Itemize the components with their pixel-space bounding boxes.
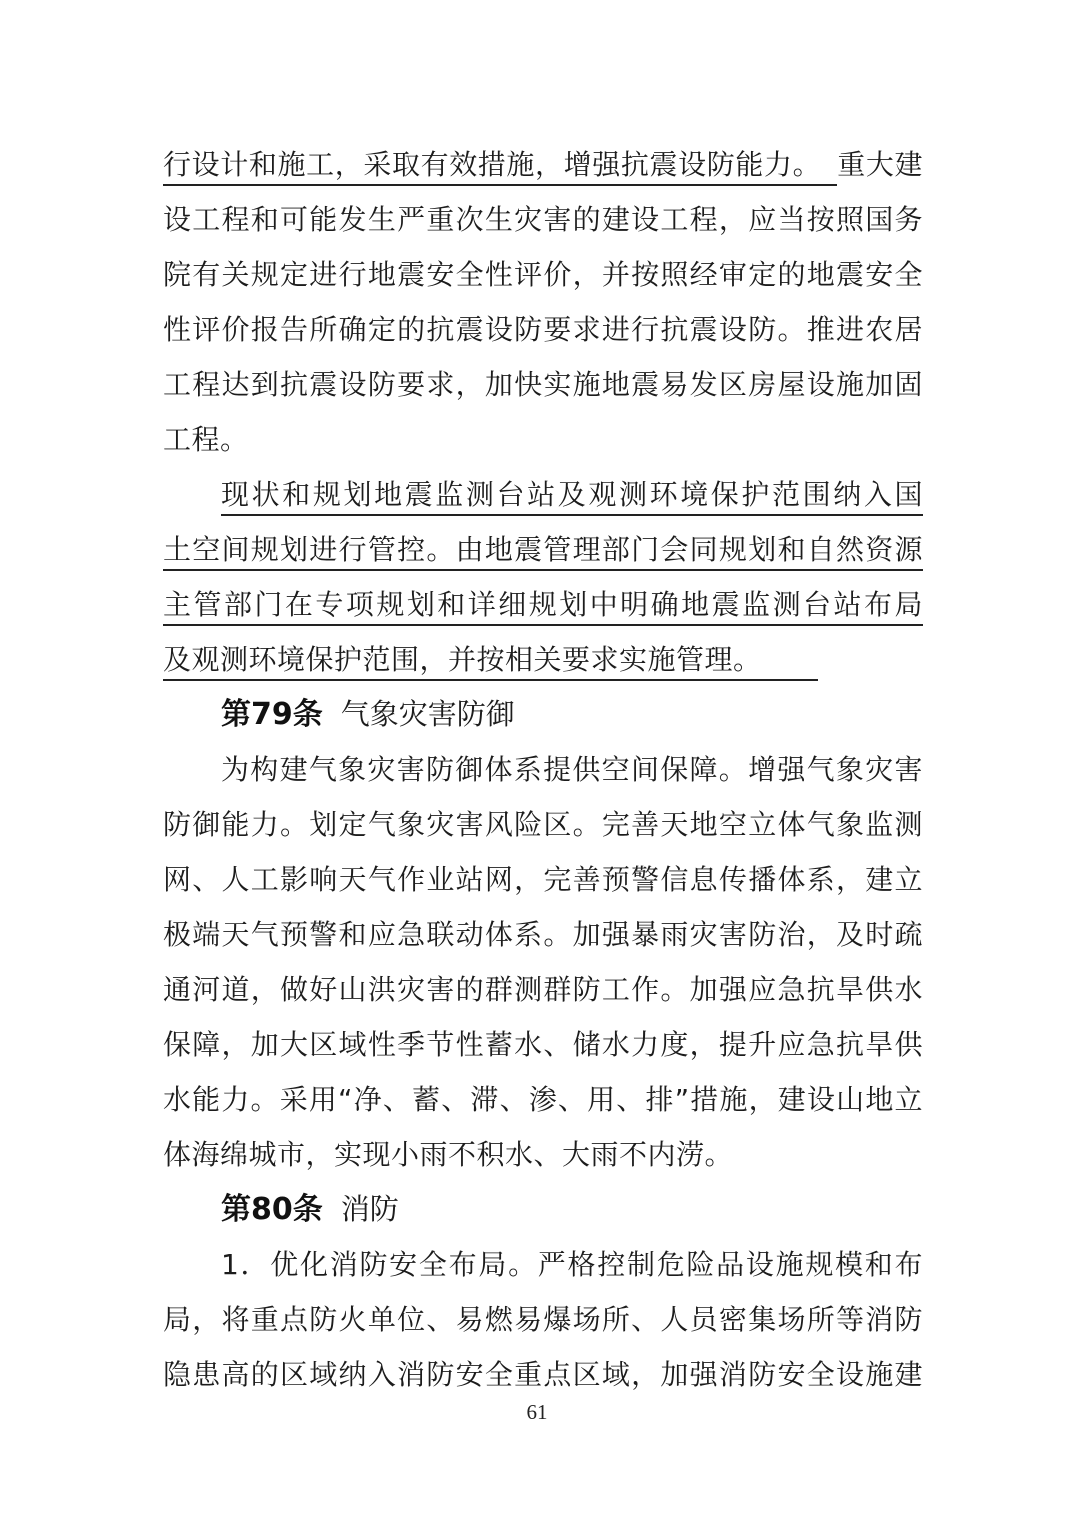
underlined-text: 主管部门在专项规划和详细规划中明确地震监测台站布局: [163, 588, 923, 626]
paragraph-monitoring-stations-underlined: [163, 467, 923, 687]
text-line: [163, 137, 923, 192]
underlined-text: 土空间规划进行管控。由地震管理部门会同规划和自然资源: [163, 533, 923, 571]
text-line: 性评价报告所确定的抗震设防要求进行抗震设防。推进农居: [163, 313, 923, 346]
text-line: 水能力。采用“净、蓄、滞、渗、用、排”措施，建设山地立: [163, 1083, 923, 1116]
text-line: [163, 577, 923, 632]
text-line: [163, 467, 923, 522]
article-number: 第80条: [221, 1192, 323, 1227]
page-content: [163, 137, 923, 1402]
paragraph-meteorological-defense: [163, 742, 923, 1182]
text-line: 1．优化消防安全布局。严格控制危险品设施规模和布: [221, 1248, 923, 1281]
text-line: 防御能力。划定气象灾害风险区。完善天地空立体气象监测: [163, 808, 923, 841]
paragraph-fire-safety: [163, 1237, 923, 1402]
article-number: 第79条: [221, 697, 323, 732]
text-line: 网、人工影响天气作业站网，完善预警信息传播体系，建立: [163, 863, 923, 896]
text-line: 隐患高的区域纳入消防安全重点区域，加强消防安全设施建: [163, 1358, 923, 1391]
underlined-text: 行设计和施工，采取有效措施，增强抗震设防能力。: [163, 148, 837, 186]
text-line: [163, 632, 923, 687]
text-line: 保障，加大区域性季节性蓄水、储水力度，提升应急抗旱供: [163, 1028, 923, 1061]
article-title: 气象灾害防御: [340, 697, 515, 731]
text-line: 通河道，做好山洪灾害的群测群防工作。加强应急抗旱供水: [163, 973, 923, 1006]
text-line: 局，将重点防火单位、易燃易爆场所、人员密集场所等消防: [163, 1303, 923, 1336]
text-run: 重大建: [837, 148, 923, 181]
article-title: 消防: [340, 1192, 399, 1226]
text-line: 极端天气预警和应急联动体系。加强暴雨灾害防治，及时疏: [163, 918, 923, 951]
paragraph-seismic-fortification: [163, 137, 923, 467]
article-heading-79: [163, 687, 923, 742]
underlined-text: 现状和规划地震监测台站及观测环境保护范围纳入国: [221, 478, 923, 516]
text-line: 工程达到抗震设防要求，加快实施地震易发区房屋设施加固: [163, 368, 923, 401]
article-heading-80: [163, 1182, 923, 1237]
text-line: 体海绵城市，实现小雨不积水、大雨不内涝。: [163, 1138, 734, 1171]
underlined-text: 及观测环境保护范围，并按相关要求实施管理。: [163, 643, 818, 681]
text-line: 院有关规定进行地震安全性评价，并按照经审定的地震安全: [163, 258, 923, 291]
text-line: [163, 522, 923, 577]
text-line: 为构建气象灾害防御体系提供空间保障。增强气象灾害: [221, 753, 923, 786]
page-number: 61: [526, 1400, 548, 1424]
text-line: 工程。: [163, 423, 249, 456]
text-line: 设工程和可能发生严重次生灾害的建设工程，应当按照国务: [163, 203, 923, 236]
